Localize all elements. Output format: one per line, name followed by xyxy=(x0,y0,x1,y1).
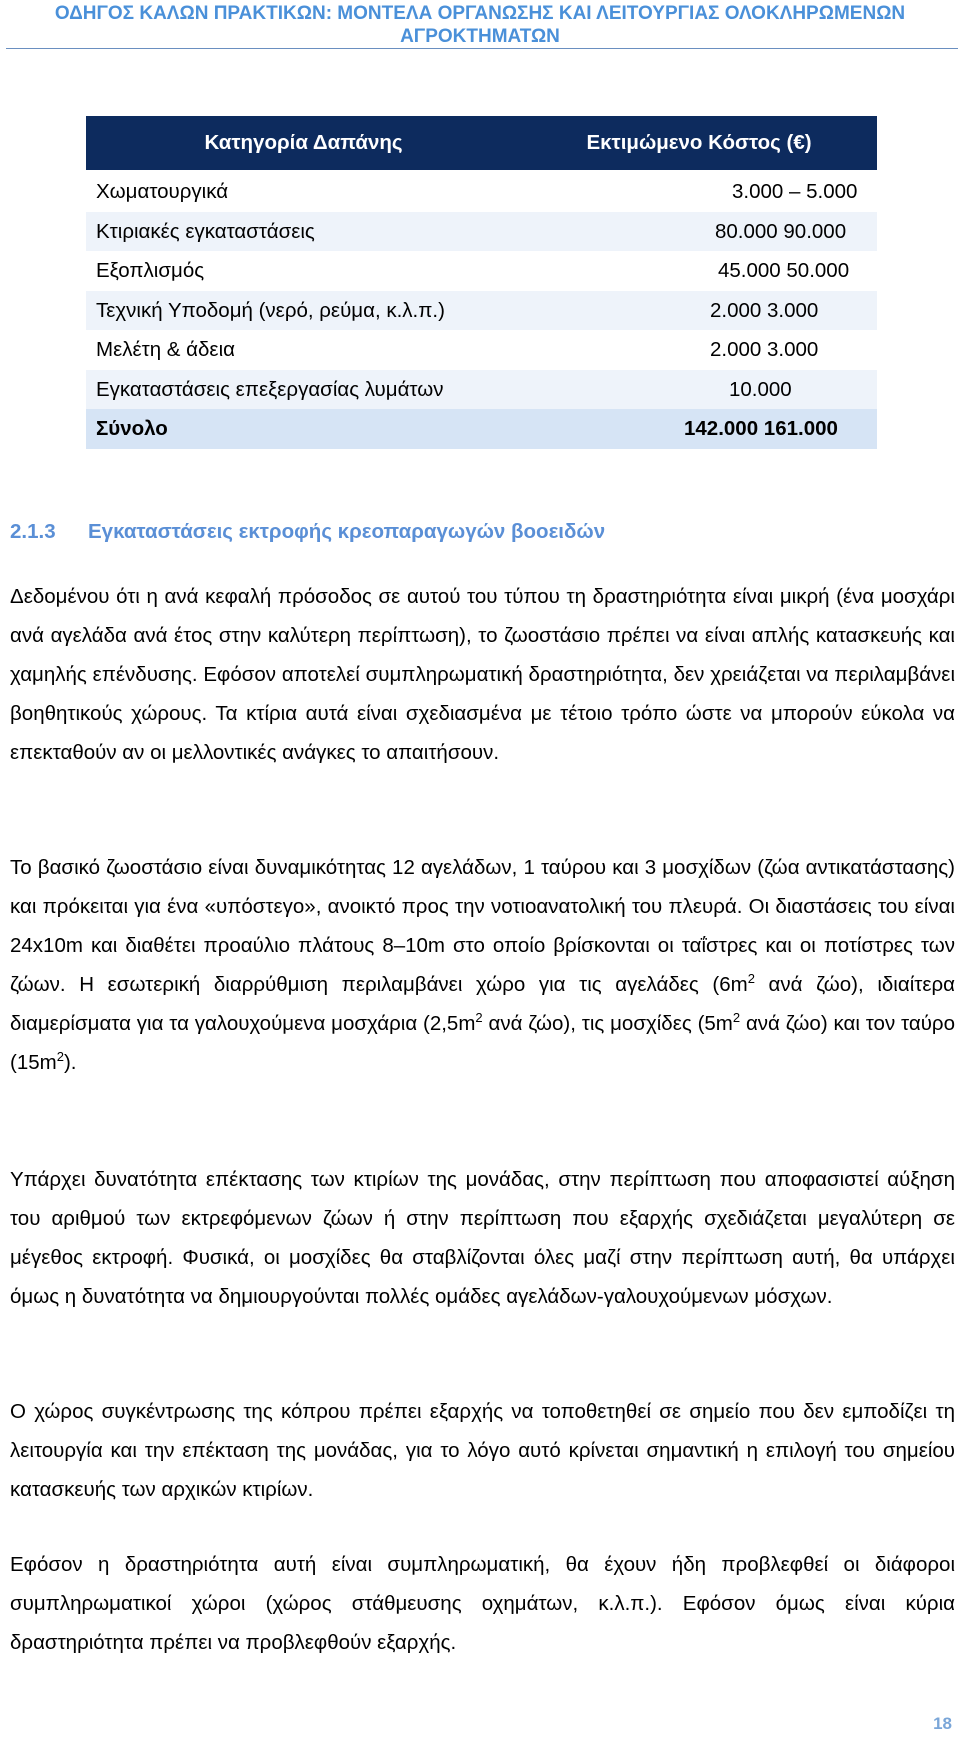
header-line-2: ΑΓΡΟΚΤΗΜΑΤΩΝ xyxy=(400,26,560,47)
table-total-row xyxy=(86,409,877,449)
cell-category: Μελέτη & άδεια xyxy=(86,330,521,370)
table-row xyxy=(86,171,877,212)
cell-cost: 45.000 50.000 xyxy=(521,251,877,291)
section-title: Εγκαταστάσεις εκτροφής κρεοπαραγωγών βοοειδών xyxy=(88,520,606,543)
cell-total-label: Σύνολο xyxy=(86,409,521,449)
paragraph-2-part-d: ανά ζώο) και τον ταύρο (15m xyxy=(10,1012,955,1074)
cell-category: Χωματουργικά xyxy=(86,171,521,212)
section-number: 2.1.3 xyxy=(10,520,56,543)
paragraph-3: Υπάρχει δυνατότητα επέκτασης των κτιρίων της μονάδας, στην περίπτωση που αποφασιστεί αύξηση του αριθμού των εκτρεφόμενων ζώων ή στην περίπτωση που εξαρχής σχεδιάζεται μεγαλύτερη σε μέγεθος εκτροφή. Φυσικά, οι μοσχίδες θα σταβλίζονται όλες μαζί στην περίπτωση αυτή, θα υπάρχει όμως η δυνατότητα να δημιουργούνται πολλές ομάδες αγελάδων-γαλουχούμενων μόσχων. xyxy=(10,1168,955,1308)
column-header-category: Κατηγορία Δαπάνης xyxy=(86,116,521,171)
cell-category: Κτιριακές εγκαταστάσεις xyxy=(86,212,521,252)
cell-cost: 80.000 90.000 xyxy=(521,212,877,252)
superscript: 2 xyxy=(732,1010,741,1025)
page-number: 18 xyxy=(933,1714,952,1733)
cell-cost: 2.000 3.000 xyxy=(521,291,877,331)
cell-category: Τεχνική Υποδομή (νερό, ρεύμα, κ.λ.π.) xyxy=(86,291,521,331)
cell-cost: 3.000 – 5.000 xyxy=(521,171,877,212)
column-header-cost: Εκτιμώμενο Κόστος (€) xyxy=(521,116,877,171)
paragraph-2-part-a: Το βασικό ζωοστάσιο είναι δυναμικότητας 12 αγελάδων, 1 ταύρου και 3 μοσχίδων (ζώα αντικατάστασης) και πρόκειται για ένα «υπόστεγο», ανοικτό προς την νοτιοανατολική του πλευρά. Οι διαστάσεις του είναι 24x10m και διαθέτει προαύλιο πλάτους 8–10m στο οποίο βρίσκονται οι ταΐστρες και οι ποτίστρες των ζώων. Η εσωτερική διαρρύθμιση περιλαμβάνει χώρο για τις αγελάδες (6m xyxy=(10,856,955,996)
superscript: 2 xyxy=(475,1010,483,1025)
superscript: 2 xyxy=(56,1049,64,1064)
table-row xyxy=(86,330,877,370)
table-header-row xyxy=(86,116,877,171)
table-row xyxy=(86,291,877,331)
header-divider xyxy=(6,48,958,49)
paragraph-2-part-b: ανά ζώο), ιδιαίτερα διαμερίσματα για τα γαλουχούμενα μοσχάρια (2,5m xyxy=(10,973,955,1035)
cost-table xyxy=(86,116,877,449)
page-header xyxy=(40,2,920,48)
paragraph-2-part-e: ). xyxy=(63,1051,77,1074)
table-row xyxy=(86,370,877,410)
paragraph-4: Ο χώρος συγκέντρωσης της κόπρου πρέπει εξαρχής να τοποθετηθεί σε σημείο που δεν εμποδίζει τη λειτουργία και την επέκταση της μονάδας, για το λόγο αυτό κρίνεται σημαντική η επιλογή του σημείου κατασκευής των αρχικών κτιρίων. xyxy=(10,1400,955,1501)
paragraph-1: Δεδομένου ότι η ανά κεφαλή πρόσοδος σε αυτού του τύπου τη δραστηριότητα είναι μικρή (ένα μοσχάρι ανά αγελάδα ανά έτος στην καλύτερη περίπτωση), το ζωοστάσιο πρέπει να είναι απλής κατασκευής και χαμηλής επένδυσης. Εφόσον αποτελεί συμπληρωματική δραστηριότητα, δεν χρειάζεται να περιλαμβάνει βοηθητικούς χώρους. Τα κτίρια αυτά είναι σχεδιασμένα με τέτοιο τρόπο ώστε να μπορούν εύκολα να επεκταθούν αν οι μελλοντικές ανάγκες το απαιτήσουν. xyxy=(10,585,955,764)
superscript: 2 xyxy=(747,971,755,986)
cell-category: Εξοπλισμός xyxy=(86,251,521,291)
table-row xyxy=(86,212,877,252)
cell-category: Εγκαταστάσεις επεξεργασίας λυμάτων xyxy=(86,370,521,410)
paragraph-5: Εφόσον η δραστηριότητα αυτή είναι συμπληρωματική, θα έχουν ήδη προβλεφθεί οι διάφοροι συμπληρωματικοί χώροι (χώρος στάθμευσης οχημάτων, κ.λ.π.). Εφόσον όμως είναι κύρια δραστηριότητα πρέπει να προβλεφθούν εξαρχής. xyxy=(10,1553,955,1654)
table-row xyxy=(86,251,877,291)
paragraph-2 xyxy=(10,848,955,1082)
header-line-1: ΟΔΗΓΟΣ ΚΑΛΩΝ ΠΡΑΚΤΙΚΩΝ: ΜΟΝΤΕΛΑ ΟΡΓΑΝΩΣΗΣ ΚΑΙ ΛΕΙΤΟΥΡΓΙΑΣ ΟΛΟΚΛΗΡΩΜΕΝΩΝ xyxy=(54,3,906,24)
paragraph-2-part-c: ανά ζώο), τις μοσχίδες (5m xyxy=(482,1012,733,1035)
cell-cost: 2.000 3.000 xyxy=(521,330,877,370)
cell-cost: 10.000 xyxy=(521,370,877,410)
section-heading xyxy=(10,520,605,544)
cell-total-cost: 142.000 161.000 xyxy=(521,409,877,449)
